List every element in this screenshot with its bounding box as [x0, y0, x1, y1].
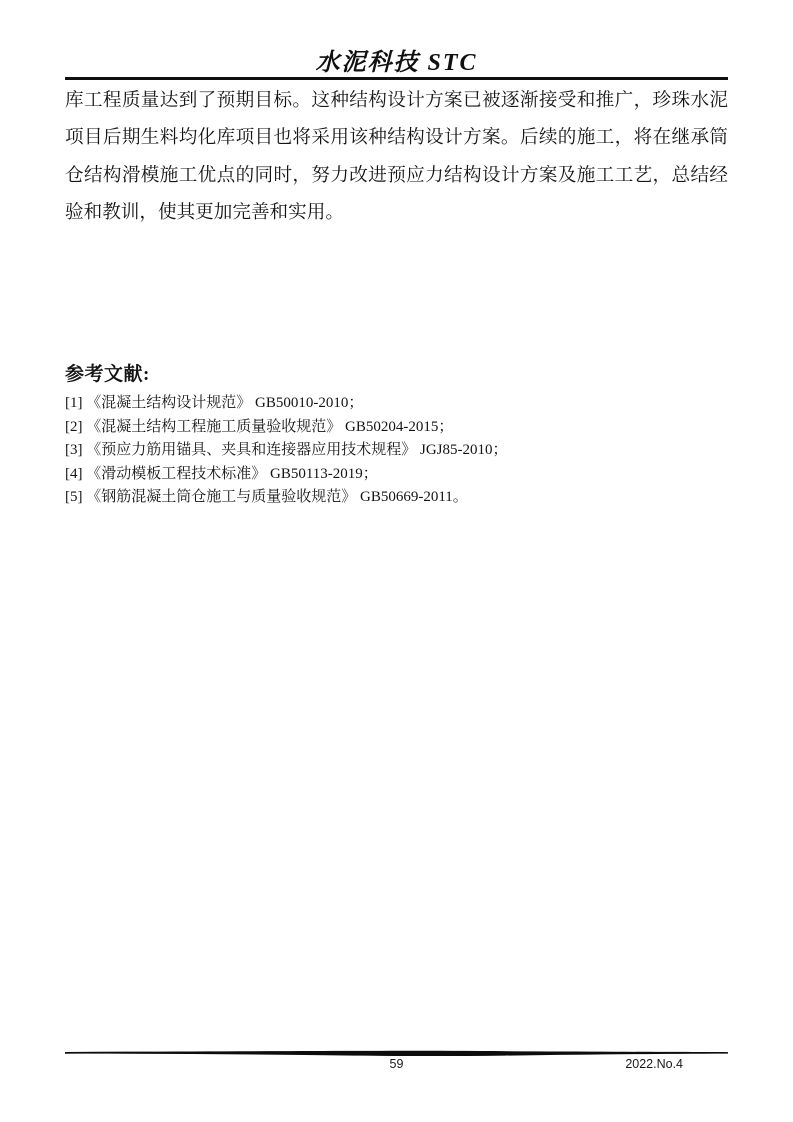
reference-item-2: [2] 《混凝土结构工程施工质量验收规范》 GB50204-2015；	[65, 418, 454, 435]
page-number: 59	[389, 1057, 404, 1071]
body-paragraph	[65, 82, 728, 232]
body-line: 项目后期生料均化库项目也将采用该种结构设计方案。后续的施工，将在继承筒	[65, 127, 728, 149]
body-line: 验和教训，使其更加完善和实用。	[65, 202, 344, 224]
journal-title: 水泥科技 STC	[315, 50, 478, 76]
reference-item-1: [1] 《混凝土结构设计规范》 GB50010-2010；	[65, 395, 364, 411]
reference-item-4: [4] 《滑动模板工程技术标准》 GB50113-2019；	[65, 465, 378, 482]
references-section	[65, 365, 728, 510]
issue-label: 2022.No.4	[625, 1057, 683, 1071]
reference-item-3: [3] 《预应力筋用锚具、夹具和连接器应用技术规程》 JGJ85-2010；	[65, 442, 508, 458]
body-line: 仓结构滑模施工优点的同时，努力改进预应力结构设计方案及施工工艺，总结经	[65, 164, 728, 186]
reference-item-5: [5] 《钢筋混凝土筒仓施工与质量验收规范》 GB50669-2011。	[65, 489, 468, 505]
header-rule	[65, 77, 728, 80]
references-heading: 参考文献:	[65, 364, 150, 385]
body-line: 库工程质量达到了预期目标。这种结构设计方案已被逐渐接受和推广，珍珠水泥	[65, 90, 728, 111]
